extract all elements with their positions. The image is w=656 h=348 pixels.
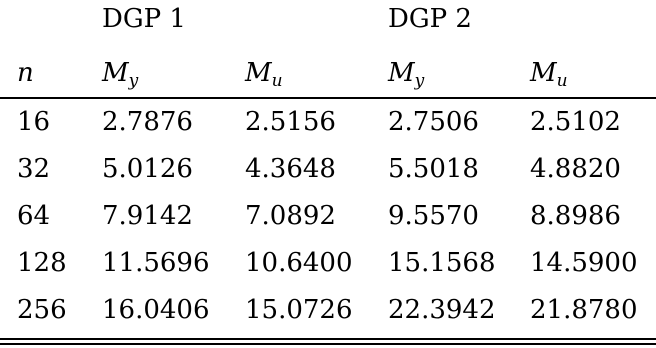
header-rule [0,97,656,99]
cell-n: 32 [17,154,51,184]
group-header-dgp2: DGP 2 [388,4,472,34]
cell-dgp1-my: 7.9142 [102,201,193,231]
cell-dgp1-my: 16.0406 [102,295,210,325]
column-header-dgp2-mu: $M_u$ [530,58,568,91]
cell-n: 16 [17,107,51,137]
cell-n: 128 [17,248,67,278]
bottom-rule-lower [0,343,656,345]
cell-dgp1-my: 5.0126 [102,154,193,184]
cell-dgp1-mu: 2.5156 [245,107,336,137]
column-header-n: n [17,58,34,88]
cell-dgp2-mu: 2.5102 [530,107,621,137]
column-header-dgp1-my: $M_y$ [102,58,139,91]
cell-n: 256 [17,295,67,325]
cell-dgp2-my: 15.1568 [388,248,496,278]
cell-dgp1-mu: 4.3648 [245,154,336,184]
cell-dgp2-my: 5.5018 [388,154,479,184]
cell-n: 64 [17,201,51,231]
cell-dgp2-my: 9.5570 [388,201,479,231]
cell-dgp1-mu: 15.0726 [245,295,353,325]
cell-dgp1-mu: 10.6400 [245,248,353,278]
cell-dgp2-mu: 8.8986 [530,201,621,231]
cell-dgp1-my: 2.7876 [102,107,193,137]
column-header-dgp1-mu: $M_u$ [245,58,283,91]
cell-dgp2-mu: 4.8820 [530,154,621,184]
cell-dgp2-my: 2.7506 [388,107,479,137]
cell-dgp2-my: 22.3942 [388,295,496,325]
group-header-dgp1: DGP 1 [102,4,186,34]
cell-dgp1-my: 11.5696 [102,248,210,278]
cell-dgp2-mu: 14.5900 [530,248,638,278]
column-header-dgp2-my: $M_y$ [388,58,425,91]
cell-dgp2-mu: 21.8780 [530,295,638,325]
bottom-rule-upper [0,338,656,340]
cell-dgp1-mu: 7.0892 [245,201,336,231]
